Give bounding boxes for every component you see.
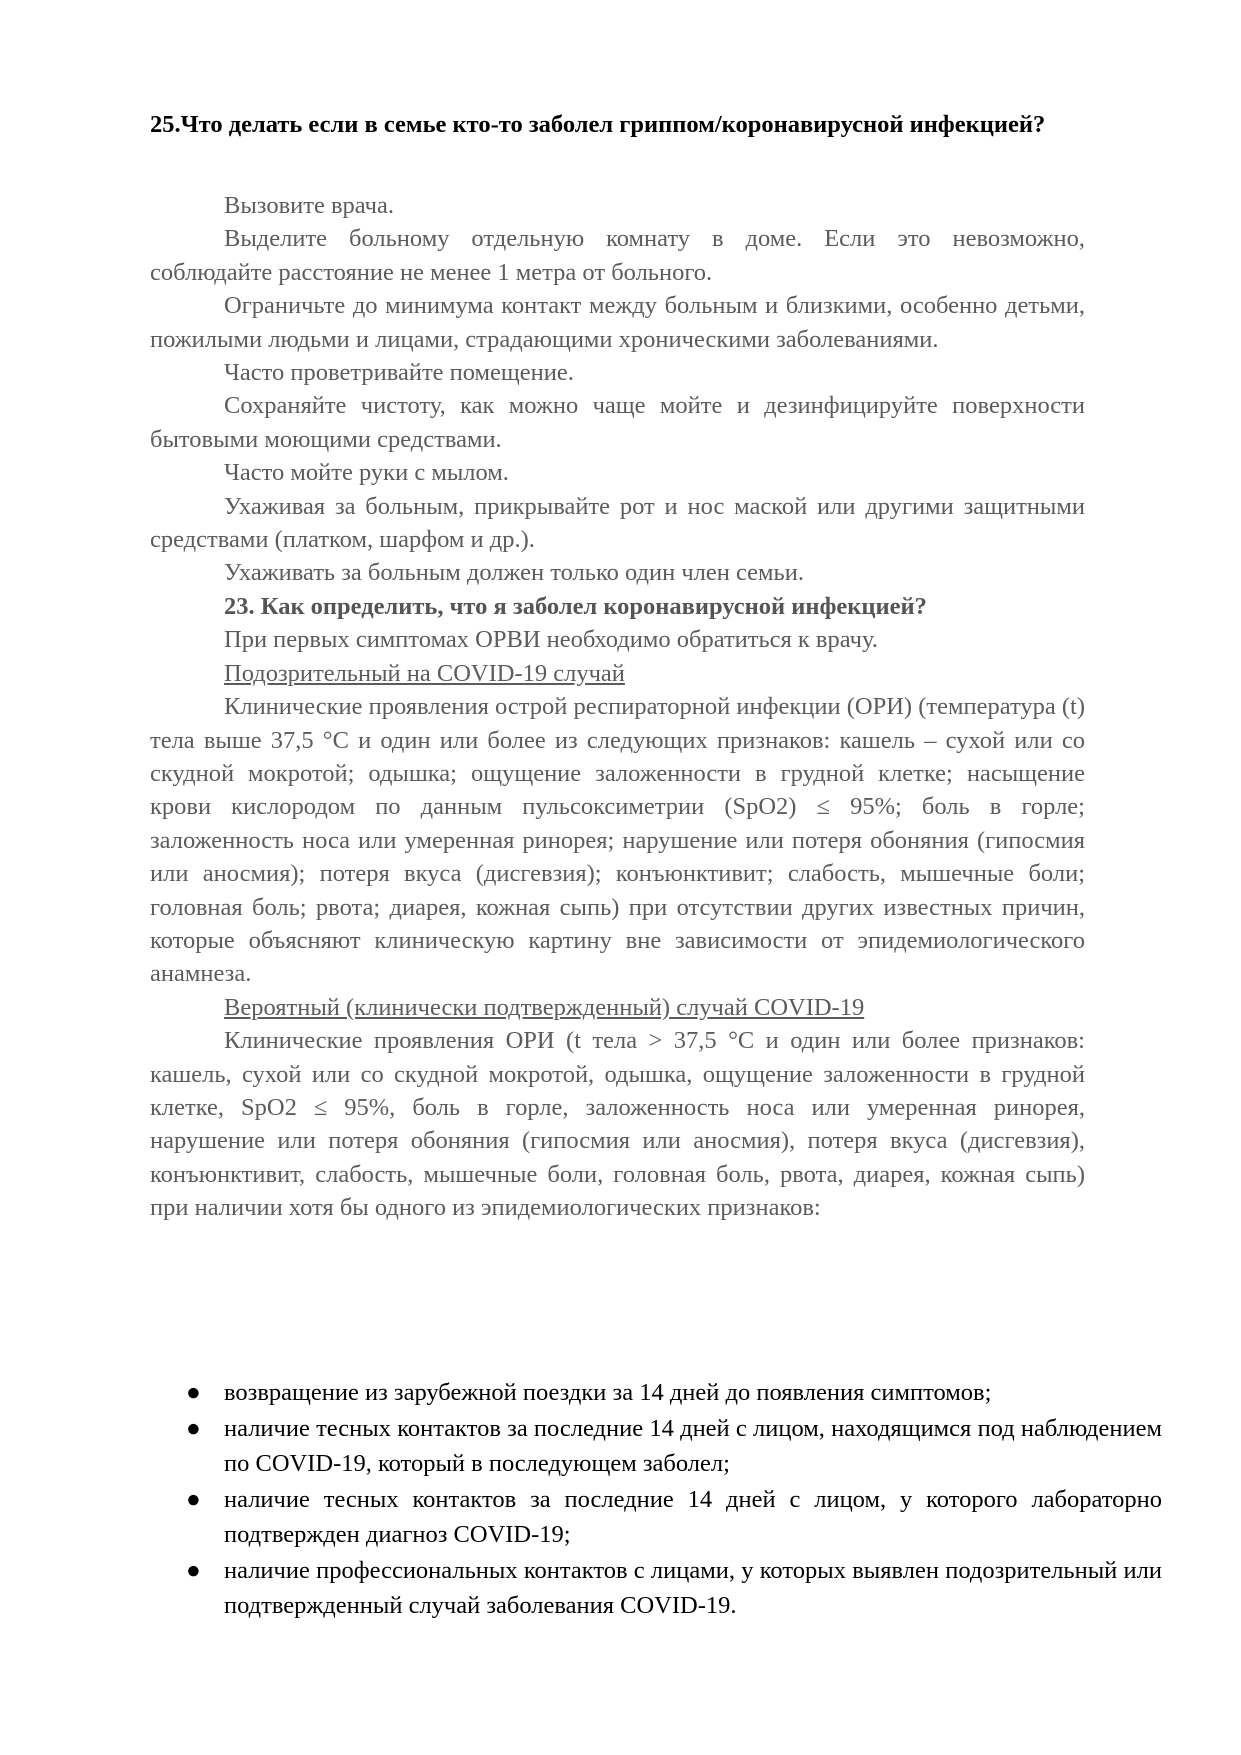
paragraph-cleanliness: Сохраняйте чистоту, как можно чаще мойте и дезинфицируйте поверхности бытовыми моющими средствами. <box>150 392 1085 453</box>
list-item-text: наличие тесных контактов за последние 14 дней с лицом, находящимся под наблюдением по COVID-19, который в последующем заболел; <box>224 1415 1162 1477</box>
bullet-icon: ● <box>186 1379 201 1406</box>
grey-text-block <box>150 189 1085 1225</box>
section-25 <box>150 108 1162 141</box>
suspected-case-heading: Подозрительный на COVID-19 случай <box>224 659 625 687</box>
section-25-title: 25.Что делать если в семье кто-то заболел гриппом/коронавирусной инфекцией? <box>150 111 1046 138</box>
list-item <box>150 1375 1162 1410</box>
bullet-icon: ● <box>186 1486 201 1513</box>
probable-case-heading: Вероятный (клинически подтвержденный) случай COVID-19 <box>224 993 865 1021</box>
list-item-text: наличие профессиональных контактов с лицами, у которых выявлен подозрительный или подтвержденный случай заболевания COVID-19. <box>224 1557 1162 1619</box>
list-item <box>150 1482 1162 1552</box>
paragraph-separate-room: Выделите больному отдельную комнату в доме. Если это невозможно, соблюдайте расстояние не менее 1 метра от больного. <box>150 225 1085 286</box>
list-item <box>150 1411 1162 1481</box>
paragraph-mask: Ухаживая за больным, прикрывайте рот и нос маской или другими защитными средствами (платком, шарфом и др.). <box>150 492 1085 554</box>
list-item <box>150 1553 1162 1623</box>
bullet-icon: ● <box>186 1557 201 1584</box>
paragraph-wash-hands: Часто мойте руки с мылом. <box>224 459 509 487</box>
bullet-icon: ● <box>186 1415 201 1442</box>
paragraph-call-doctor: Вызовите врача. <box>224 192 395 219</box>
paragraph-limit-contact: Ограничьте до минимума контакт между больным и близкими, особенно детьми, пожилыми людьми и лицами, страдающими хроническими заболеваниями. <box>150 292 1085 353</box>
epidemiological-signs-list <box>150 1375 1162 1624</box>
section-23-title: 23. Как определить, что я заболел коронавирусной инфекцией? <box>224 592 927 620</box>
list-item-text: наличие тесных контактов за последние 14 дней с лицом, у которого лабораторно подтвержден диагноз COVID-19; <box>224 1486 1162 1548</box>
paragraph-one-caregiver: Ухаживать за больным должен только один член семьи. <box>224 559 804 587</box>
paragraph-ventilate: Часто проветривайте помещение. <box>224 359 574 387</box>
suspected-case-text: Клинические проявления острой респираторной инфекции (ОРИ) (температура (t) тела выше 37,5 °C и один или более из следующих признаков: кашель – сухой или со скудной мокротой; одышка; ощущение заложенности в грудной клетке; насыщение крови кислородом по данным пульсоксиметрии (SpO2) ≤ 95%; боль в горле; заложенность носа или умеренная ринорея; нарушение или потеря обоняния (гипосмия или аносмия); потеря вкуса (дисгевзия); конъюнктивит; слабость, мышечные боли; головная боль; рвота; диарея, кожная сыпь) при отсутствии других известных причин, которые объясняют клиническую картину вне зависимости от эпидемиологического анамнеза. <box>150 693 1085 988</box>
probable-case-text: Клинические проявления ОРИ (t тела > 37,5 °C и один или более признаков: кашель, сухой или со скудной мокротой, одышка, ощущение заложенности в грудной клетке, SpO2 ≤ 95%, боль в горле, заложенность носа или умеренная ринорея, нарушение или потеря обоняния (гипосмия или аносмия), потеря вкуса (дисгевзия), конъюнктивит, слабость, мышечные боли, головная боль, рвота, диарея, кожная сыпь) при наличии хотя бы одного из эпидемиологических признаков: <box>150 1027 1085 1222</box>
list-item-text: возвращение из зарубежной поездки за 14 дней до появления симптомов; <box>224 1379 992 1406</box>
paragraph-see-doctor: При первых симптомах ОРВИ необходимо обратиться к врачу. <box>224 626 878 654</box>
